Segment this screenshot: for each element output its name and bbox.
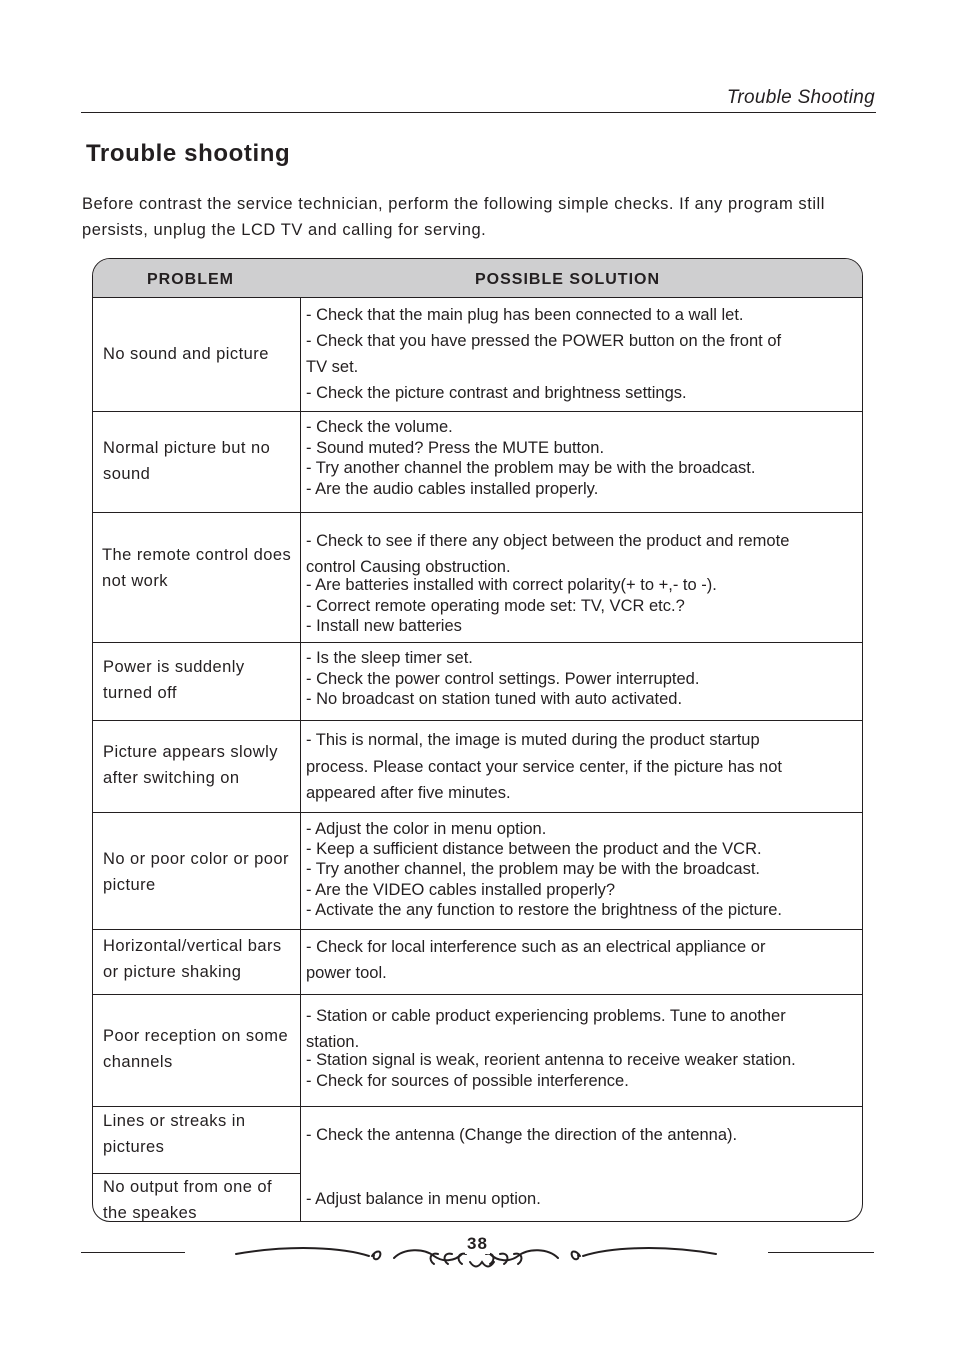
table-row [93, 995, 862, 1107]
problem-cell: Power is suddenly turned off [103, 658, 245, 702]
solution-line: - Try another channel, the problem may be with the broadcast. [306, 860, 760, 879]
solution-line: - This is normal, the image is muted during the product startup [306, 731, 760, 749]
solution-cell [306, 1124, 862, 1146]
solution-line: - Are the audio cables installed properly. [306, 479, 599, 498]
solution-line: - Sound muted? Press the MUTE button. [306, 438, 605, 457]
solution-cell [306, 934, 862, 986]
column-header-solution: POSSIBLE SOLUTION [475, 271, 661, 288]
table-row [93, 412, 862, 513]
solution-line: - Is the sleep timer set. [306, 649, 473, 667]
solution-cell [306, 648, 862, 710]
solution-cell [306, 417, 862, 499]
solution-line: - Station or cable product experiencing problems. Tune to another [306, 1007, 786, 1025]
solution-line: - Adjust balance in menu option. [306, 1190, 541, 1208]
solution-cell [306, 727, 862, 807]
solution-line: - Check to see if there any object between the product and remote [306, 532, 790, 550]
table-row [93, 1174, 862, 1222]
solution-line: appeared after five minutes. [306, 784, 511, 802]
problem-cell: Lines or streaks in pictures [103, 1112, 246, 1156]
solution-cell [306, 819, 862, 920]
table-row [93, 298, 862, 412]
solution-line: - Are the VIDEO cables installed properly? [306, 880, 616, 899]
problem-cell: No or poor color or poor picture [103, 850, 289, 894]
solution-line: station. [306, 1033, 360, 1051]
solution-line: - Check the antenna (Change the direction of the antenna). [306, 1126, 738, 1144]
problem-cell: Horizontal/vertical bars or picture shaking [103, 937, 282, 981]
solution-line: - Station signal is weak, reorient antenna to receive weaker station. [306, 1051, 796, 1069]
solution-line: - No broadcast on station tuned with auto activated. [306, 690, 683, 708]
header-rule [81, 112, 876, 113]
table-row [93, 643, 862, 721]
problem-cell: Picture appears slowly after switching on [103, 743, 278, 787]
page-title: Trouble shooting [86, 140, 291, 167]
solution-line: - Check that the main plug has been connected to a wall let. [306, 306, 744, 324]
solution-line: - Correct remote operating mode set: TV, VCR etc.? [306, 596, 685, 615]
troubleshooting-table [92, 258, 863, 1222]
problem-cell: Poor reception on some channels [103, 1027, 289, 1071]
table-row [93, 813, 862, 930]
solution-line: - Are batteries installed with correct polarity(+ to +,- to -). [306, 576, 717, 594]
solution-line: - Check for local interference such as an electrical appliance or [306, 938, 766, 956]
table-row [93, 930, 862, 995]
running-header-title: Trouble Shooting [726, 87, 875, 108]
table-row [93, 721, 862, 813]
page-number: 38 [467, 1234, 488, 1253]
solution-line: process. Please contact your service center, if the picture has not [306, 757, 782, 776]
solution-line: - Keep a sufficient distance between the product and the VCR. [306, 840, 762, 859]
solution-line: TV set. [306, 358, 359, 376]
table-header-row [93, 259, 862, 298]
column-header-problem: PROBLEM [147, 271, 234, 288]
solution-cell [306, 528, 862, 637]
solution-line: - Check the picture contrast and brightness settings. [306, 384, 687, 402]
problem-cell: No output from one of the speakes [103, 1178, 273, 1222]
solution-line: - Check that you have pressed the POWER button on the front of [306, 332, 782, 350]
solution-line: power tool. [306, 964, 387, 982]
solution-line: - Try another channel the problem may be with the broadcast. [306, 459, 756, 477]
table-row [93, 513, 862, 643]
solution-line: - Activate the any function to restore the brightness of the picture. [306, 900, 783, 919]
footer-rule-right [768, 1252, 874, 1253]
footer-rule-left [81, 1252, 185, 1253]
problem-cell: Normal picture but no sound [103, 439, 271, 483]
solution-line: control Causing obstruction. [306, 558, 511, 576]
table-row [93, 1107, 862, 1174]
problem-cell: The remote control does not work [102, 546, 292, 590]
solution-cell [306, 1003, 862, 1091]
solution-line: - Check for sources of possible interference. [306, 1071, 629, 1090]
solution-cell [306, 302, 862, 406]
solution-line: - Check the volume. [306, 418, 453, 436]
solution-line: - Adjust the color in menu option. [306, 820, 547, 838]
solution-cell [306, 1188, 862, 1210]
intro-paragraph: Before contrast the service technician, perform the following simple checks. If any program still persists, unplug the LCD TV and calling for serving. [82, 195, 825, 239]
problem-cell: No sound and picture [103, 345, 269, 363]
solution-line: - Install new batteries [306, 617, 462, 635]
solution-line: - Check the power control settings. Power interrupted. [306, 669, 700, 688]
